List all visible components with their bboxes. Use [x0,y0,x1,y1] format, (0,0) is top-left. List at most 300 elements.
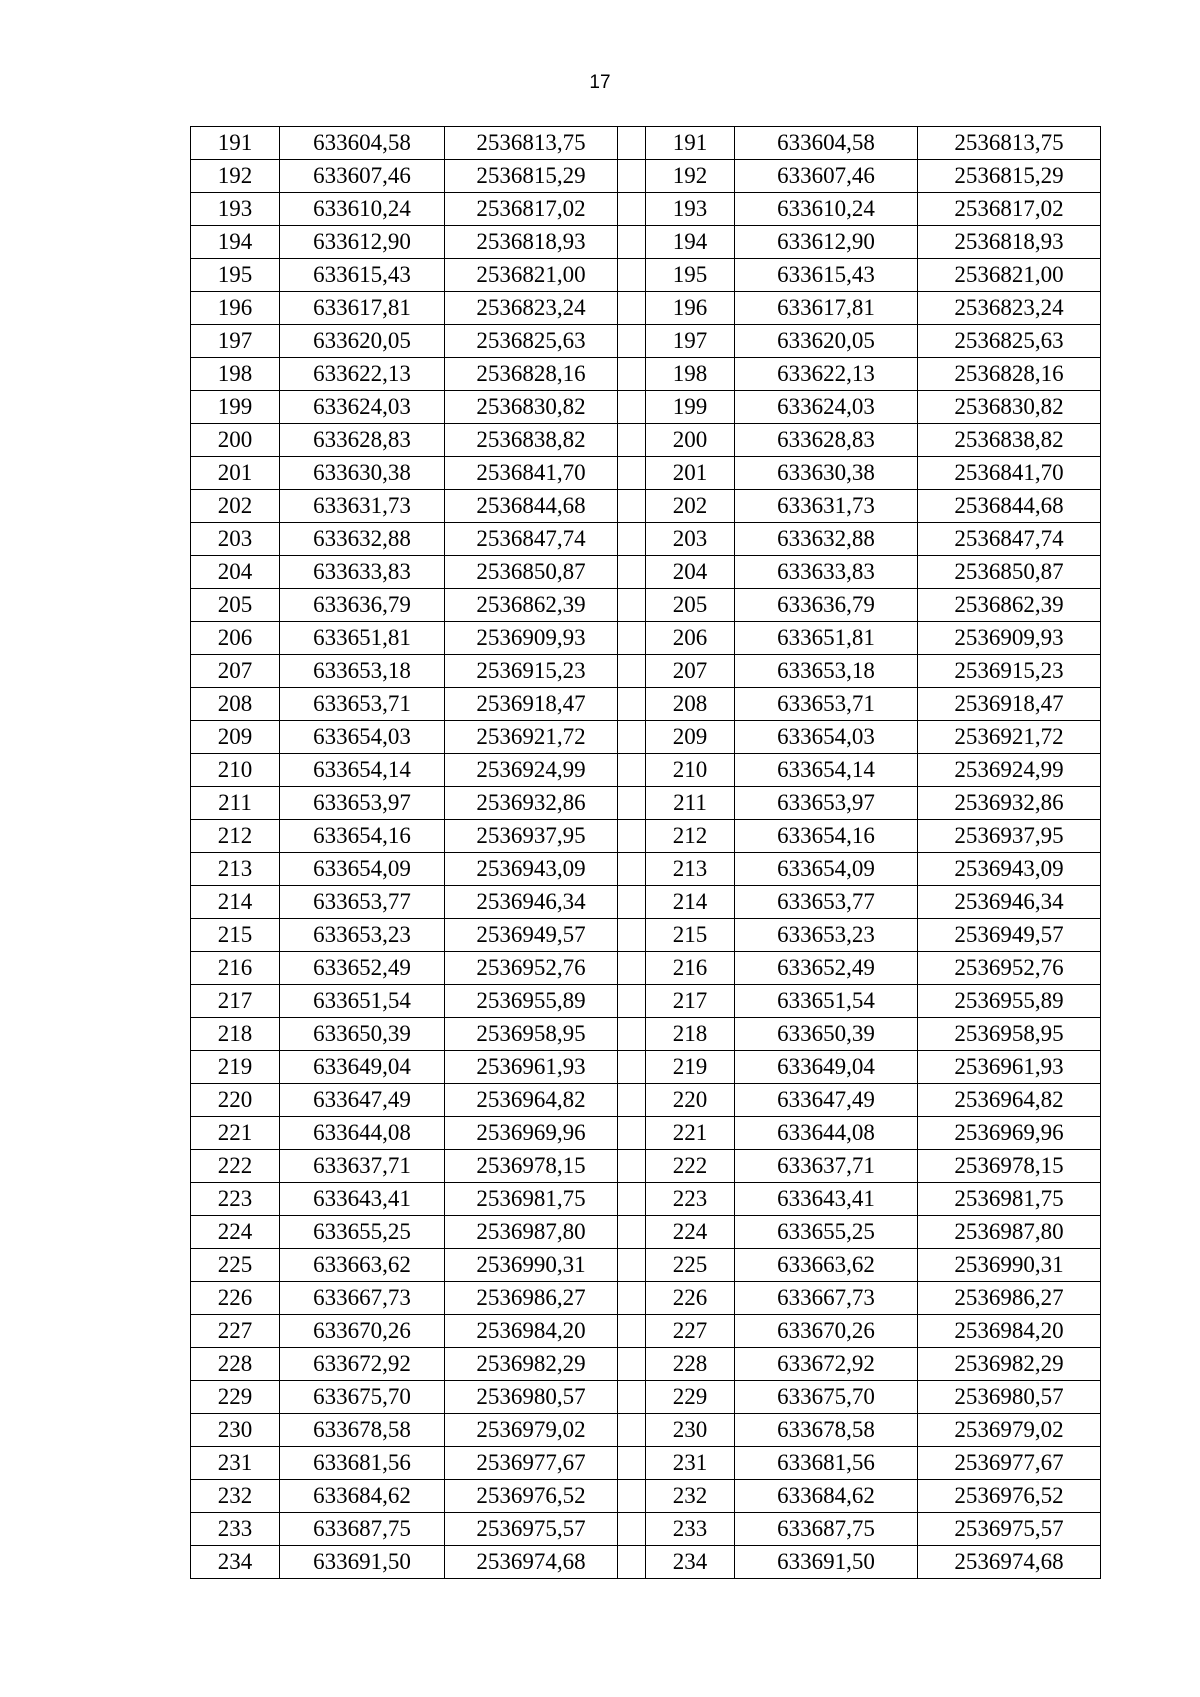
point-number-cell: 222 [646,1150,735,1183]
table-row [191,1216,1101,1249]
y-coordinate-cell: 2536984,20 [445,1315,618,1348]
y-coordinate-cell: 2536932,86 [918,787,1101,820]
point-number-cell: 221 [191,1117,280,1150]
empty-separator-cell [618,721,646,754]
x-coordinate-cell: 633649,04 [280,1051,445,1084]
point-number-cell: 193 [646,193,735,226]
empty-separator-cell [618,457,646,490]
table-row [191,424,1101,457]
empty-separator-cell [618,622,646,655]
x-coordinate-cell: 633607,46 [735,160,918,193]
x-coordinate-cell: 633647,49 [280,1084,445,1117]
y-coordinate-cell: 2536823,24 [445,292,618,325]
empty-separator-cell [618,259,646,292]
empty-separator-cell [618,853,646,886]
table-row [191,1018,1101,1051]
point-number-cell: 203 [646,523,735,556]
empty-separator-cell [618,1282,646,1315]
point-number-cell: 199 [646,391,735,424]
y-coordinate-cell: 2536924,99 [445,754,618,787]
point-number-cell: 199 [191,391,280,424]
y-coordinate-cell: 2536975,57 [918,1513,1101,1546]
table-row [191,721,1101,754]
x-coordinate-cell: 633624,03 [280,391,445,424]
point-number-cell: 203 [191,523,280,556]
y-coordinate-cell: 2536978,15 [445,1150,618,1183]
y-coordinate-cell: 2536964,82 [918,1084,1101,1117]
point-number-cell: 192 [191,160,280,193]
y-coordinate-cell: 2536949,57 [445,919,618,952]
empty-separator-cell [618,1315,646,1348]
y-coordinate-cell: 2536825,63 [445,325,618,358]
x-coordinate-cell: 633650,39 [280,1018,445,1051]
y-coordinate-cell: 2536987,80 [445,1216,618,1249]
table-row [191,1546,1101,1579]
x-coordinate-cell: 633655,25 [735,1216,918,1249]
point-number-cell: 230 [191,1414,280,1447]
x-coordinate-cell: 633612,90 [280,226,445,259]
y-coordinate-cell: 2536844,68 [445,490,618,523]
table-row [191,622,1101,655]
table-row [191,259,1101,292]
x-coordinate-cell: 633632,88 [735,523,918,556]
empty-separator-cell [618,556,646,589]
x-coordinate-cell: 633633,83 [735,556,918,589]
table-row [191,523,1101,556]
point-number-cell: 215 [646,919,735,952]
point-number-cell: 226 [191,1282,280,1315]
x-coordinate-cell: 633632,88 [280,523,445,556]
point-number-cell: 226 [646,1282,735,1315]
table-row [191,820,1101,853]
point-number-cell: 220 [646,1084,735,1117]
x-coordinate-cell: 633628,83 [735,424,918,457]
point-number-cell: 207 [646,655,735,688]
table-row [191,1480,1101,1513]
empty-separator-cell [618,490,646,523]
empty-separator-cell [618,292,646,325]
empty-separator-cell [618,1513,646,1546]
empty-separator-cell [618,358,646,391]
empty-separator-cell [618,787,646,820]
table-row [191,556,1101,589]
x-coordinate-cell: 633678,58 [735,1414,918,1447]
table-row [191,1381,1101,1414]
y-coordinate-cell: 2536981,75 [918,1183,1101,1216]
empty-separator-cell [618,985,646,1018]
y-coordinate-cell: 2536850,87 [918,556,1101,589]
point-number-cell: 231 [646,1447,735,1480]
y-coordinate-cell: 2536932,86 [445,787,618,820]
x-coordinate-cell: 633651,54 [735,985,918,1018]
y-coordinate-cell: 2536949,57 [918,919,1101,952]
point-number-cell: 225 [191,1249,280,1282]
y-coordinate-cell: 2536946,34 [445,886,618,919]
x-coordinate-cell: 633631,73 [735,490,918,523]
point-number-cell: 230 [646,1414,735,1447]
point-number-cell: 205 [191,589,280,622]
empty-separator-cell [618,820,646,853]
table-row [191,1183,1101,1216]
x-coordinate-cell: 633653,71 [735,688,918,721]
x-coordinate-cell: 633654,16 [280,820,445,853]
y-coordinate-cell: 2536943,09 [918,853,1101,886]
x-coordinate-cell: 633653,23 [280,919,445,952]
y-coordinate-cell: 2536979,02 [918,1414,1101,1447]
y-coordinate-cell: 2536982,29 [445,1348,618,1381]
point-number-cell: 223 [191,1183,280,1216]
y-coordinate-cell: 2536830,82 [445,391,618,424]
y-coordinate-cell: 2536990,31 [445,1249,618,1282]
x-coordinate-cell: 633630,38 [735,457,918,490]
y-coordinate-cell: 2536915,23 [445,655,618,688]
x-coordinate-cell: 633652,49 [280,952,445,985]
point-number-cell: 191 [646,127,735,160]
y-coordinate-cell: 2536986,27 [918,1282,1101,1315]
point-number-cell: 216 [646,952,735,985]
point-number-cell: 233 [646,1513,735,1546]
table-row [191,193,1101,226]
x-coordinate-cell: 633663,62 [280,1249,445,1282]
empty-separator-cell [618,919,646,952]
y-coordinate-cell: 2536952,76 [445,952,618,985]
y-coordinate-cell: 2536821,00 [918,259,1101,292]
x-coordinate-cell: 633653,97 [735,787,918,820]
point-number-cell: 210 [646,754,735,787]
point-number-cell: 193 [191,193,280,226]
y-coordinate-cell: 2536823,24 [918,292,1101,325]
y-coordinate-cell: 2536955,89 [445,985,618,1018]
x-coordinate-cell: 633636,79 [735,589,918,622]
y-coordinate-cell: 2536921,72 [445,721,618,754]
point-number-cell: 224 [646,1216,735,1249]
empty-separator-cell [618,1249,646,1282]
x-coordinate-cell: 633643,41 [280,1183,445,1216]
point-number-cell: 206 [191,622,280,655]
empty-separator-cell [618,688,646,721]
y-coordinate-cell: 2536841,70 [445,457,618,490]
point-number-cell: 229 [191,1381,280,1414]
empty-separator-cell [618,886,646,919]
y-coordinate-cell: 2536986,27 [445,1282,618,1315]
x-coordinate-cell: 633654,14 [280,754,445,787]
point-number-cell: 207 [191,655,280,688]
y-coordinate-cell: 2536946,34 [918,886,1101,919]
table-row [191,589,1101,622]
y-coordinate-cell: 2536813,75 [445,127,618,160]
empty-separator-cell [618,160,646,193]
x-coordinate-cell: 633610,24 [280,193,445,226]
point-number-cell: 192 [646,160,735,193]
table-row [191,1348,1101,1381]
point-number-cell: 217 [646,985,735,1018]
x-coordinate-cell: 633681,56 [735,1447,918,1480]
x-coordinate-cell: 633653,18 [735,655,918,688]
empty-separator-cell [618,1216,646,1249]
empty-separator-cell [618,1480,646,1513]
point-number-cell: 197 [646,325,735,358]
point-number-cell: 194 [646,226,735,259]
point-number-cell: 200 [191,424,280,457]
empty-separator-cell [618,655,646,688]
point-number-cell: 217 [191,985,280,1018]
y-coordinate-cell: 2536943,09 [445,853,618,886]
table-row [191,490,1101,523]
y-coordinate-cell: 2536847,74 [445,523,618,556]
x-coordinate-cell: 633644,08 [280,1117,445,1150]
x-coordinate-cell: 633620,05 [735,325,918,358]
x-coordinate-cell: 633637,71 [735,1150,918,1183]
x-coordinate-cell: 633622,13 [280,358,445,391]
point-number-cell: 204 [191,556,280,589]
empty-separator-cell [618,1414,646,1447]
x-coordinate-cell: 633654,03 [280,721,445,754]
x-coordinate-cell: 633675,70 [280,1381,445,1414]
x-coordinate-cell: 633637,71 [280,1150,445,1183]
table-row [191,985,1101,1018]
point-number-cell: 211 [191,787,280,820]
y-coordinate-cell: 2536974,68 [445,1546,618,1579]
y-coordinate-cell: 2536961,93 [445,1051,618,1084]
table-row [191,1084,1101,1117]
x-coordinate-cell: 633654,09 [280,853,445,886]
table-row [191,1414,1101,1447]
point-number-cell: 204 [646,556,735,589]
table-row [191,688,1101,721]
point-number-cell: 208 [191,688,280,721]
point-number-cell: 211 [646,787,735,820]
table-row [191,1117,1101,1150]
y-coordinate-cell: 2536976,52 [445,1480,618,1513]
x-coordinate-cell: 633624,03 [735,391,918,424]
y-coordinate-cell: 2536982,29 [918,1348,1101,1381]
point-number-cell: 195 [191,259,280,292]
table-row [191,1282,1101,1315]
y-coordinate-cell: 2536937,95 [445,820,618,853]
table-row [191,127,1101,160]
x-coordinate-cell: 633654,09 [735,853,918,886]
y-coordinate-cell: 2536909,93 [918,622,1101,655]
x-coordinate-cell: 633672,92 [735,1348,918,1381]
x-coordinate-cell: 633650,39 [735,1018,918,1051]
y-coordinate-cell: 2536844,68 [918,490,1101,523]
y-coordinate-cell: 2536979,02 [445,1414,618,1447]
empty-separator-cell [618,391,646,424]
x-coordinate-cell: 633615,43 [280,259,445,292]
x-coordinate-cell: 633643,41 [735,1183,918,1216]
x-coordinate-cell: 633651,54 [280,985,445,1018]
table-row [191,358,1101,391]
x-coordinate-cell: 633647,49 [735,1084,918,1117]
x-coordinate-cell: 633684,62 [735,1480,918,1513]
y-coordinate-cell: 2536937,95 [918,820,1101,853]
x-coordinate-cell: 633654,16 [735,820,918,853]
x-coordinate-cell: 633653,18 [280,655,445,688]
point-number-cell: 202 [191,490,280,523]
empty-separator-cell [618,1084,646,1117]
point-number-cell: 196 [191,292,280,325]
y-coordinate-cell: 2536838,82 [445,424,618,457]
point-number-cell: 219 [191,1051,280,1084]
empty-separator-cell [618,325,646,358]
y-coordinate-cell: 2536952,76 [918,952,1101,985]
x-coordinate-cell: 633612,90 [735,226,918,259]
table-row [191,952,1101,985]
point-number-cell: 198 [646,358,735,391]
point-number-cell: 213 [646,853,735,886]
point-number-cell: 191 [191,127,280,160]
point-number-cell: 210 [191,754,280,787]
x-coordinate-cell: 633651,81 [280,622,445,655]
y-coordinate-cell: 2536977,67 [445,1447,618,1480]
empty-separator-cell [618,1117,646,1150]
empty-separator-cell [618,127,646,160]
x-coordinate-cell: 633631,73 [280,490,445,523]
y-coordinate-cell: 2536981,75 [445,1183,618,1216]
point-number-cell: 195 [646,259,735,292]
x-coordinate-cell: 633636,79 [280,589,445,622]
point-number-cell: 219 [646,1051,735,1084]
point-number-cell: 216 [191,952,280,985]
empty-separator-cell [618,1018,646,1051]
point-number-cell: 197 [191,325,280,358]
point-number-cell: 215 [191,919,280,952]
y-coordinate-cell: 2536830,82 [918,391,1101,424]
point-number-cell: 214 [646,886,735,919]
x-coordinate-cell: 633670,26 [280,1315,445,1348]
point-number-cell: 202 [646,490,735,523]
point-number-cell: 209 [646,721,735,754]
point-number-cell: 234 [191,1546,280,1579]
table-row [191,391,1101,424]
point-number-cell: 225 [646,1249,735,1282]
y-coordinate-cell: 2536961,93 [918,1051,1101,1084]
y-coordinate-cell: 2536817,02 [918,193,1101,226]
y-coordinate-cell: 2536969,96 [918,1117,1101,1150]
point-number-cell: 232 [646,1480,735,1513]
empty-separator-cell [618,1546,646,1579]
coordinates-table [190,126,1101,1579]
y-coordinate-cell: 2536909,93 [445,622,618,655]
y-coordinate-cell: 2536958,95 [918,1018,1101,1051]
x-coordinate-cell: 633654,03 [735,721,918,754]
y-coordinate-cell: 2536838,82 [918,424,1101,457]
x-coordinate-cell: 633622,13 [735,358,918,391]
y-coordinate-cell: 2536841,70 [918,457,1101,490]
y-coordinate-cell: 2536980,57 [445,1381,618,1414]
point-number-cell: 208 [646,688,735,721]
y-coordinate-cell: 2536969,96 [445,1117,618,1150]
y-coordinate-cell: 2536825,63 [918,325,1101,358]
y-coordinate-cell: 2536862,39 [918,589,1101,622]
x-coordinate-cell: 633687,75 [280,1513,445,1546]
point-number-cell: 221 [646,1117,735,1150]
empty-separator-cell [618,193,646,226]
x-coordinate-cell: 633672,92 [280,1348,445,1381]
x-coordinate-cell: 633607,46 [280,160,445,193]
y-coordinate-cell: 2536850,87 [445,556,618,589]
y-coordinate-cell: 2536813,75 [918,127,1101,160]
y-coordinate-cell: 2536990,31 [918,1249,1101,1282]
x-coordinate-cell: 633675,70 [735,1381,918,1414]
x-coordinate-cell: 633691,50 [735,1546,918,1579]
y-coordinate-cell: 2536980,57 [918,1381,1101,1414]
point-number-cell: 233 [191,1513,280,1546]
x-coordinate-cell: 633620,05 [280,325,445,358]
table-row [191,1249,1101,1282]
point-number-cell: 228 [191,1348,280,1381]
point-number-cell: 229 [646,1381,735,1414]
table-row [191,886,1101,919]
x-coordinate-cell: 633653,97 [280,787,445,820]
table-row [191,1447,1101,1480]
x-coordinate-cell: 633653,77 [735,886,918,919]
x-coordinate-cell: 633691,50 [280,1546,445,1579]
table-row [191,292,1101,325]
point-number-cell: 206 [646,622,735,655]
point-number-cell: 194 [191,226,280,259]
table-row [191,1315,1101,1348]
point-number-cell: 220 [191,1084,280,1117]
coordinates-table-body [191,127,1101,1579]
empty-separator-cell [618,589,646,622]
table-row [191,787,1101,820]
point-number-cell: 212 [646,820,735,853]
y-coordinate-cell: 2536818,93 [918,226,1101,259]
y-coordinate-cell: 2536984,20 [918,1315,1101,1348]
y-coordinate-cell: 2536847,74 [918,523,1101,556]
table-row [191,226,1101,259]
x-coordinate-cell: 633615,43 [735,259,918,292]
y-coordinate-cell: 2536862,39 [445,589,618,622]
point-number-cell: 198 [191,358,280,391]
y-coordinate-cell: 2536955,89 [918,985,1101,1018]
y-coordinate-cell: 2536974,68 [918,1546,1101,1579]
empty-separator-cell [618,523,646,556]
x-coordinate-cell: 633653,23 [735,919,918,952]
y-coordinate-cell: 2536915,23 [918,655,1101,688]
table-row [191,754,1101,787]
x-coordinate-cell: 633617,81 [280,292,445,325]
table-row [191,325,1101,358]
table-row [191,853,1101,886]
x-coordinate-cell: 633653,71 [280,688,445,721]
x-coordinate-cell: 633663,62 [735,1249,918,1282]
point-number-cell: 224 [191,1216,280,1249]
point-number-cell: 212 [191,820,280,853]
table-row [191,655,1101,688]
x-coordinate-cell: 633649,04 [735,1051,918,1084]
y-coordinate-cell: 2536815,29 [918,160,1101,193]
point-number-cell: 213 [191,853,280,886]
x-coordinate-cell: 633687,75 [735,1513,918,1546]
empty-separator-cell [618,754,646,787]
point-number-cell: 223 [646,1183,735,1216]
x-coordinate-cell: 633651,81 [735,622,918,655]
table-row [191,1513,1101,1546]
empty-separator-cell [618,1447,646,1480]
x-coordinate-cell: 633633,83 [280,556,445,589]
y-coordinate-cell: 2536815,29 [445,160,618,193]
page-number: 17 [589,72,611,93]
x-coordinate-cell: 633684,62 [280,1480,445,1513]
table-row [191,1051,1101,1084]
point-number-cell: 201 [191,457,280,490]
y-coordinate-cell: 2536977,67 [918,1447,1101,1480]
point-number-cell: 232 [191,1480,280,1513]
x-coordinate-cell: 633628,83 [280,424,445,457]
x-coordinate-cell: 633681,56 [280,1447,445,1480]
